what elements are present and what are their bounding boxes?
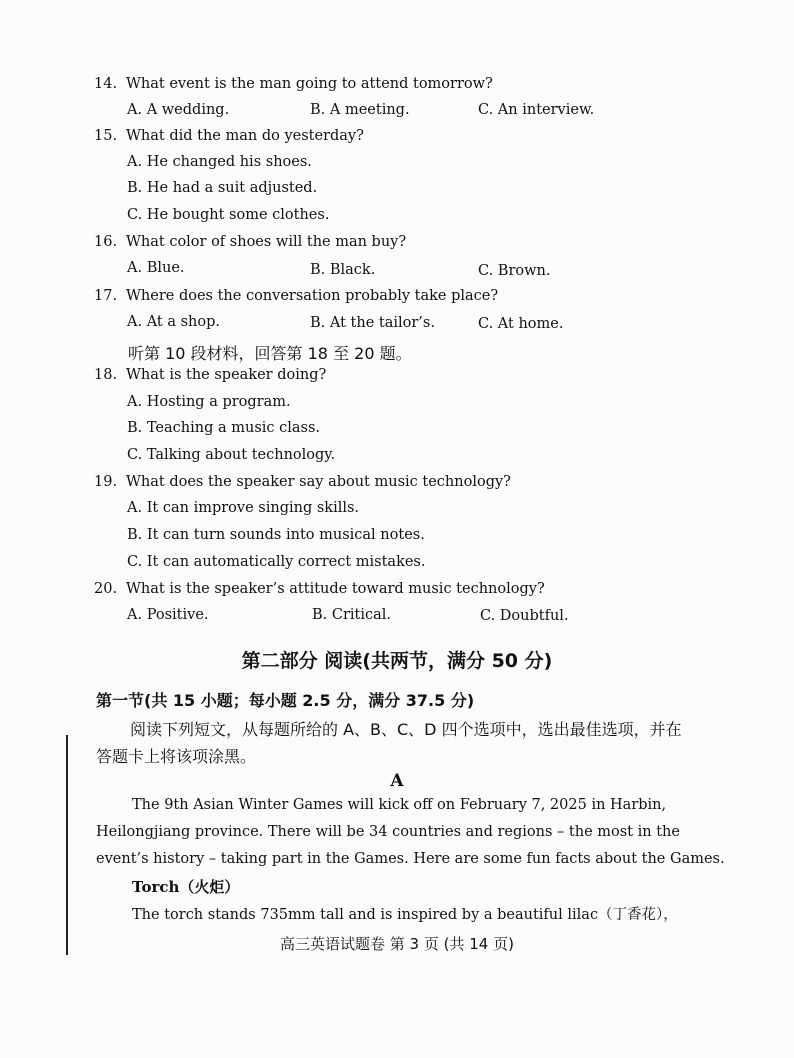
question-text: What color of shoes will the man buy?	[126, 234, 407, 250]
passage-label: A	[390, 771, 404, 791]
passage-line-3: event’s history – taking part in the Games. Here are some fun facts about the Games.	[96, 851, 725, 867]
page-footer: 高三英语试题卷 第 3 页 (共 14 页)	[280, 935, 514, 953]
question-text: What is the speaker’s attitude toward music technology?	[126, 581, 545, 597]
question-number: 16.	[94, 234, 118, 250]
option-b: B. It can turn sounds into musical notes.	[127, 527, 425, 543]
option-b: B. Teaching a music class.	[127, 420, 321, 436]
passage-line-2: Heilongjiang province. There will be 34 countries and regions – the most in the	[96, 824, 680, 840]
question-text: What does the speaker say about music technology?	[126, 474, 511, 490]
torch-line: The torch stands 735mm tall and is inspired by a beautiful lilac（丁香花），	[132, 907, 678, 923]
question-number: 20.	[94, 581, 118, 597]
option-c: C. Talking about technology.	[127, 447, 336, 463]
option-b: B. A meeting.	[310, 102, 410, 118]
option-c: C. Brown.	[478, 263, 551, 279]
option-a: A. Blue.	[127, 260, 185, 276]
sub-section-title: 第一节(共 15 小题；每小题 2.5 分，满分 37.5 分)	[96, 691, 475, 710]
question-19	[94, 474, 511, 490]
option-c: C. He bought some clothes.	[127, 207, 330, 223]
listening-instruction: 听第 10 段材料，回答第 18 至 20 题。	[128, 344, 412, 363]
question-14	[94, 76, 493, 92]
option-a: A. He changed his shoes.	[127, 154, 312, 170]
option-a: A. It can improve singing skills.	[127, 500, 360, 516]
question-number: 18.	[94, 367, 118, 383]
reading-instruction-line-1: 阅读下列短文，从每题所给的 A、B、C、D 四个选项中，选出最佳选项，并在	[130, 720, 682, 739]
question-text: What did the man do yesterday?	[126, 128, 364, 144]
option-b: B. At the tailor’s.	[310, 315, 435, 331]
question-15	[94, 128, 364, 144]
question-17	[94, 288, 498, 304]
option-a: A. Hosting a program.	[127, 394, 291, 410]
option-c: C. Doubtful.	[480, 608, 569, 624]
question-number: 19.	[94, 474, 118, 490]
option-b: B. Black.	[310, 262, 376, 278]
section-title: 第二部分 阅读(共两节，满分 50 分)	[241, 650, 553, 672]
option-b: B. Critical.	[312, 607, 392, 623]
question-16	[94, 234, 406, 250]
margin-line	[66, 735, 68, 955]
option-c: C. At home.	[478, 316, 564, 332]
question-number: 14.	[94, 76, 118, 92]
option-a: A. A wedding.	[127, 102, 230, 118]
option-a: A. At a shop.	[127, 314, 220, 330]
option-a: A. Positive.	[127, 607, 209, 623]
reading-instruction-line-2: 答题卡上将该项涂黑。	[96, 747, 257, 766]
option-c: C. An interview.	[478, 102, 595, 118]
question-text: What event is the man going to attend tomorrow?	[126, 76, 493, 92]
passage-line-1: The 9th Asian Winter Games will kick off on February 7, 2025 in Harbin,	[132, 797, 667, 813]
question-text: Where does the conversation probably take place?	[126, 288, 499, 304]
torch-heading: Torch（火炬）	[132, 878, 240, 896]
question-18	[94, 367, 326, 383]
option-c: C. It can automatically correct mistakes.	[127, 554, 426, 570]
question-20	[94, 581, 545, 597]
question-number: 17.	[94, 288, 118, 304]
question-number: 15.	[94, 128, 118, 144]
option-b: B. He had a suit adjusted.	[127, 180, 318, 196]
question-text: What is the speaker doing?	[126, 367, 327, 383]
